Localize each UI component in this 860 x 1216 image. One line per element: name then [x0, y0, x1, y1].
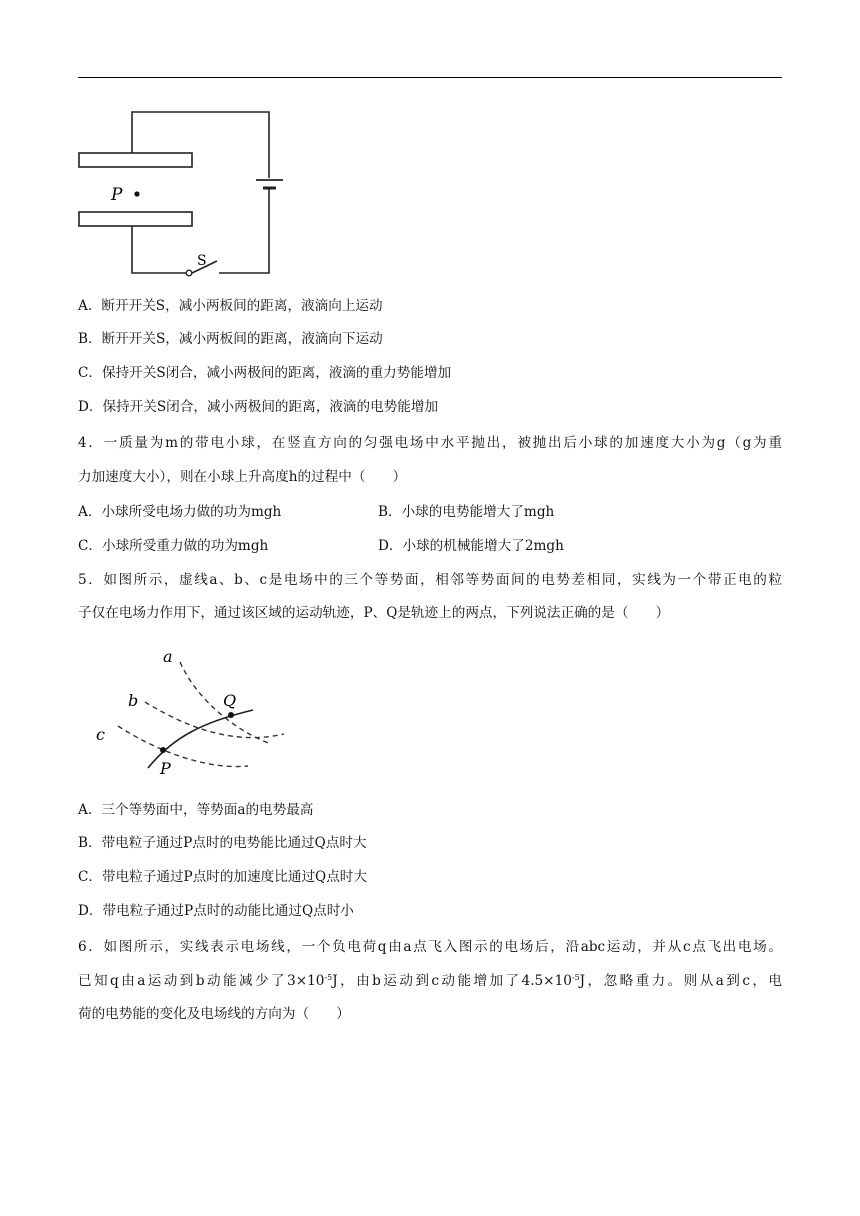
q6-line2-part-b: J，由b运动到c动能增加了4.5×10 — [332, 973, 572, 989]
label-a: a — [163, 647, 173, 666]
q3-option-a: A．断开开关S，减小两板间的距离，液滴向上运动 — [78, 298, 383, 314]
point-q-dot — [228, 712, 234, 718]
q6-stem-line3: 荷的电势能的变化及电场线的方向为（ ） — [78, 1006, 350, 1022]
q5-stem-line1: 5．如图所示，虚线a、b、c是电场中的三个等势面，相邻等势面间的电势差相同，实线为一个带正电的粒 — [78, 572, 782, 588]
upper-plate — [79, 153, 192, 167]
q5-option-c: C．带电粒子通过P点时的加速度比通过Q点时大 — [78, 869, 367, 885]
q5-option-b: B．带电粒子通过P点时的电势能比通过Q点时大 — [78, 835, 367, 851]
q5-option-a: A．三个等势面中，等势面a的电势最高 — [78, 802, 314, 818]
q6-line2-part-a: 已知q由a运动到b动能减少了3×10 — [78, 973, 325, 989]
q6-exponent-1: -5 — [324, 973, 333, 982]
label-point-q: Q — [223, 691, 237, 710]
q6-line2-part-c: J，忽略重力。则从a到c，电 — [579, 973, 782, 989]
label-c: c — [96, 725, 105, 744]
top-wire — [132, 112, 269, 178]
equipotential-c — [118, 726, 248, 767]
equipotential-b — [145, 702, 284, 738]
droplet-dot — [134, 191, 139, 196]
header-rule — [78, 77, 782, 78]
q3-option-c: C．保持开关S闭合，减小两极间的距离，液滴的重力势能增加 — [78, 365, 452, 381]
q6-stem-line2 — [78, 972, 782, 990]
label-point-p: P — [160, 759, 171, 778]
switch-pivot — [186, 270, 192, 276]
q3-option-d: D．保持开关S闭合，减小两极间的距离，液滴的电势能增加 — [78, 399, 439, 415]
q4-stem-line2: 力加速度大小），则在小球上升高度h的过程中（ ） — [78, 469, 407, 485]
q3-option-b: B．断开开关S，减小两板间的距离，液滴向下运动 — [78, 331, 383, 347]
q4-stem-line1: 4．一质量为m的带电小球，在竖直方向的匀强电场中水平抛出，被抛出后小球的加速度大小为g（g为重 — [78, 435, 782, 451]
equipotential-diagram — [88, 642, 298, 782]
bottom-wire — [132, 226, 186, 273]
q4-option-b: B．小球的电势能增大了mgh — [378, 504, 555, 520]
label-p: P — [111, 185, 123, 205]
point-p-dot — [160, 747, 166, 753]
q6-stem-line1: 6．如图所示，实线表示电场线，一个负电荷q由a点飞入图示的电场后，沿abc运动，并从c点飞出电场。 — [78, 939, 782, 955]
right-wire — [219, 189, 269, 273]
lower-plate — [79, 212, 192, 226]
q4-option-a: A．小球所受电场力做的功为mgh — [78, 504, 282, 520]
q4-option-c: C．小球所受重力做的功为mgh — [78, 538, 269, 554]
q4-option-d: D．小球的机械能增大了2mgh — [378, 538, 564, 554]
q5-stem-line2: 子仅在电场力作用下，通过该区域的运动轨迹，P、Q是轨迹上的两点，下列说法正确的是（ ） — [78, 605, 670, 621]
q6-exponent-2: -5 — [571, 973, 580, 982]
label-b: b — [128, 691, 139, 710]
q5-option-d: D．带电粒子通过P点时的动能比通过Q点时小 — [78, 903, 354, 919]
label-s: S — [197, 253, 207, 269]
capacitor-circuit-diagram — [76, 105, 291, 283]
